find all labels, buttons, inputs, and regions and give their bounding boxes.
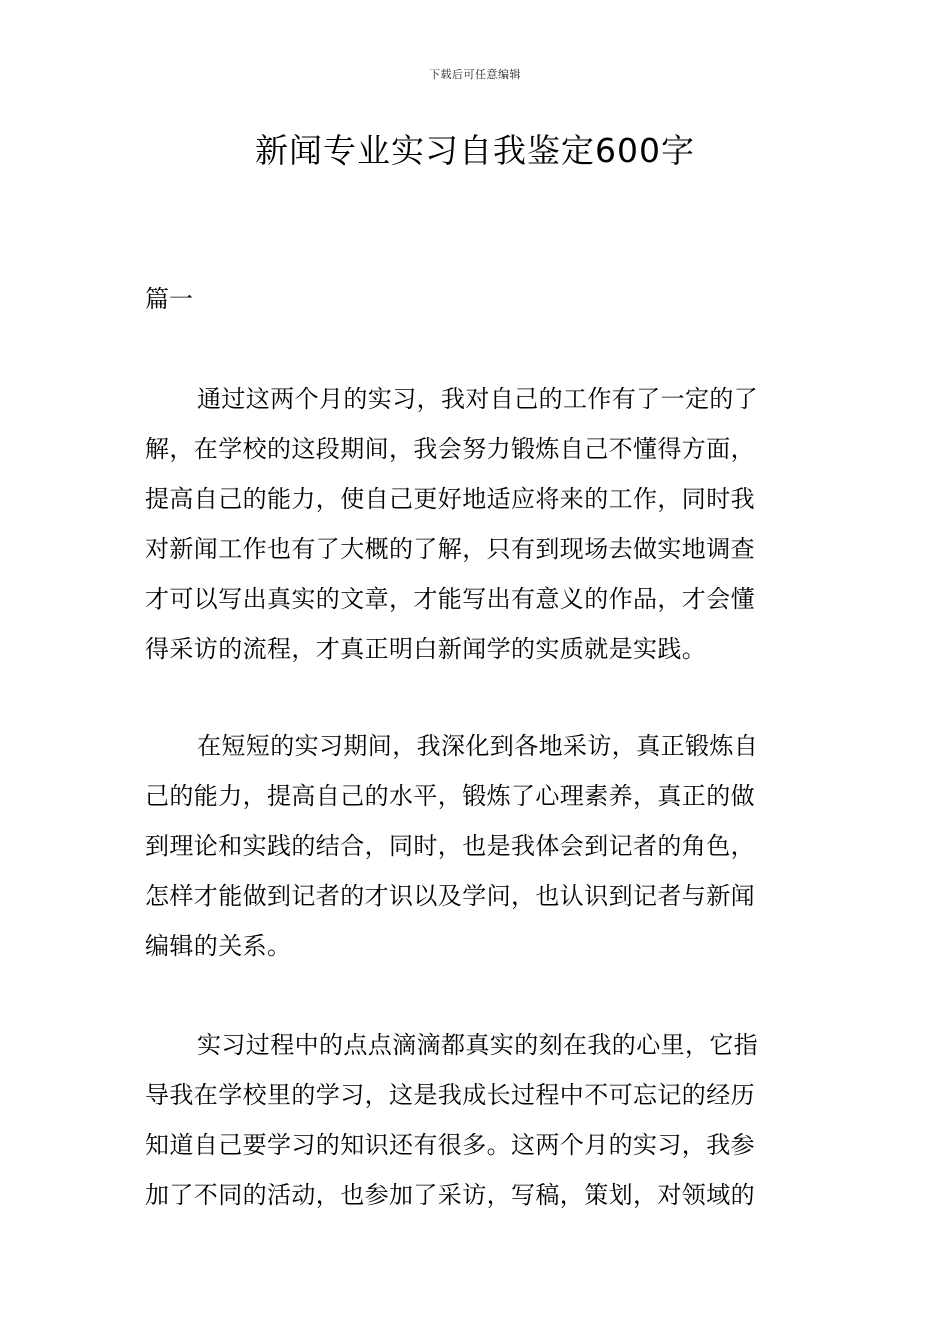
paragraph-line: 实习过程中的点点滴滴都真实的刻在我的心里，它指 bbox=[197, 1031, 759, 1059]
paragraph-line: 得采访的流程，才真正明白新闻学的实质就是实践。 bbox=[145, 635, 707, 663]
paragraph-line: 才可以写出真实的文章，才能写出有意义的作品，才会懂 bbox=[145, 585, 755, 613]
paragraph-line: 导我在学校里的学习，这是我成长过程中不可忘记的经历 bbox=[145, 1081, 755, 1109]
paragraph-line: 怎样才能做到记者的才识以及学问，也认识到记者与新闻 bbox=[145, 882, 755, 910]
paragraph-line: 知道自己要学习的知识还有很多。这两个月的实习，我参 bbox=[145, 1131, 755, 1159]
paragraph-3 bbox=[145, 1020, 813, 1220]
paragraph-line: 到理论和实践的结合，同时，也是我体会到记者的角色， bbox=[145, 832, 755, 860]
paragraph-line: 对新闻工作也有了大概的了解，只有到现场去做实地调查 bbox=[145, 535, 755, 563]
paragraph-line: 通过这两个月的实习，我对自己的工作有了一定的了 bbox=[197, 385, 759, 413]
paragraph-line: 编辑的关系。 bbox=[145, 932, 292, 960]
header-note: 下载后可任意编辑 bbox=[429, 68, 521, 81]
paragraph-line: 加了不同的活动，也参加了采访，写稿，策划，对领域的 bbox=[145, 1181, 755, 1209]
document-title: 新闻专业实习自我鉴定600字 bbox=[255, 131, 695, 170]
paragraph-1 bbox=[145, 374, 813, 674]
paragraph-line: 提高自己的能力，使自己更好地适应将来的工作，同时我 bbox=[145, 485, 755, 513]
paragraph-line: 解，在学校的这段期间，我会努力锻炼自己不懂得方面， bbox=[145, 435, 755, 463]
paragraph-line: 在短短的实习期间，我深化到各地采访，真正锻炼自 bbox=[197, 732, 759, 760]
paragraph-line: 己的能力，提高自己的水平，锻炼了心理素养，真正的做 bbox=[145, 782, 755, 810]
paragraph-2 bbox=[145, 721, 813, 971]
section-label: 篇一 bbox=[145, 285, 193, 313]
